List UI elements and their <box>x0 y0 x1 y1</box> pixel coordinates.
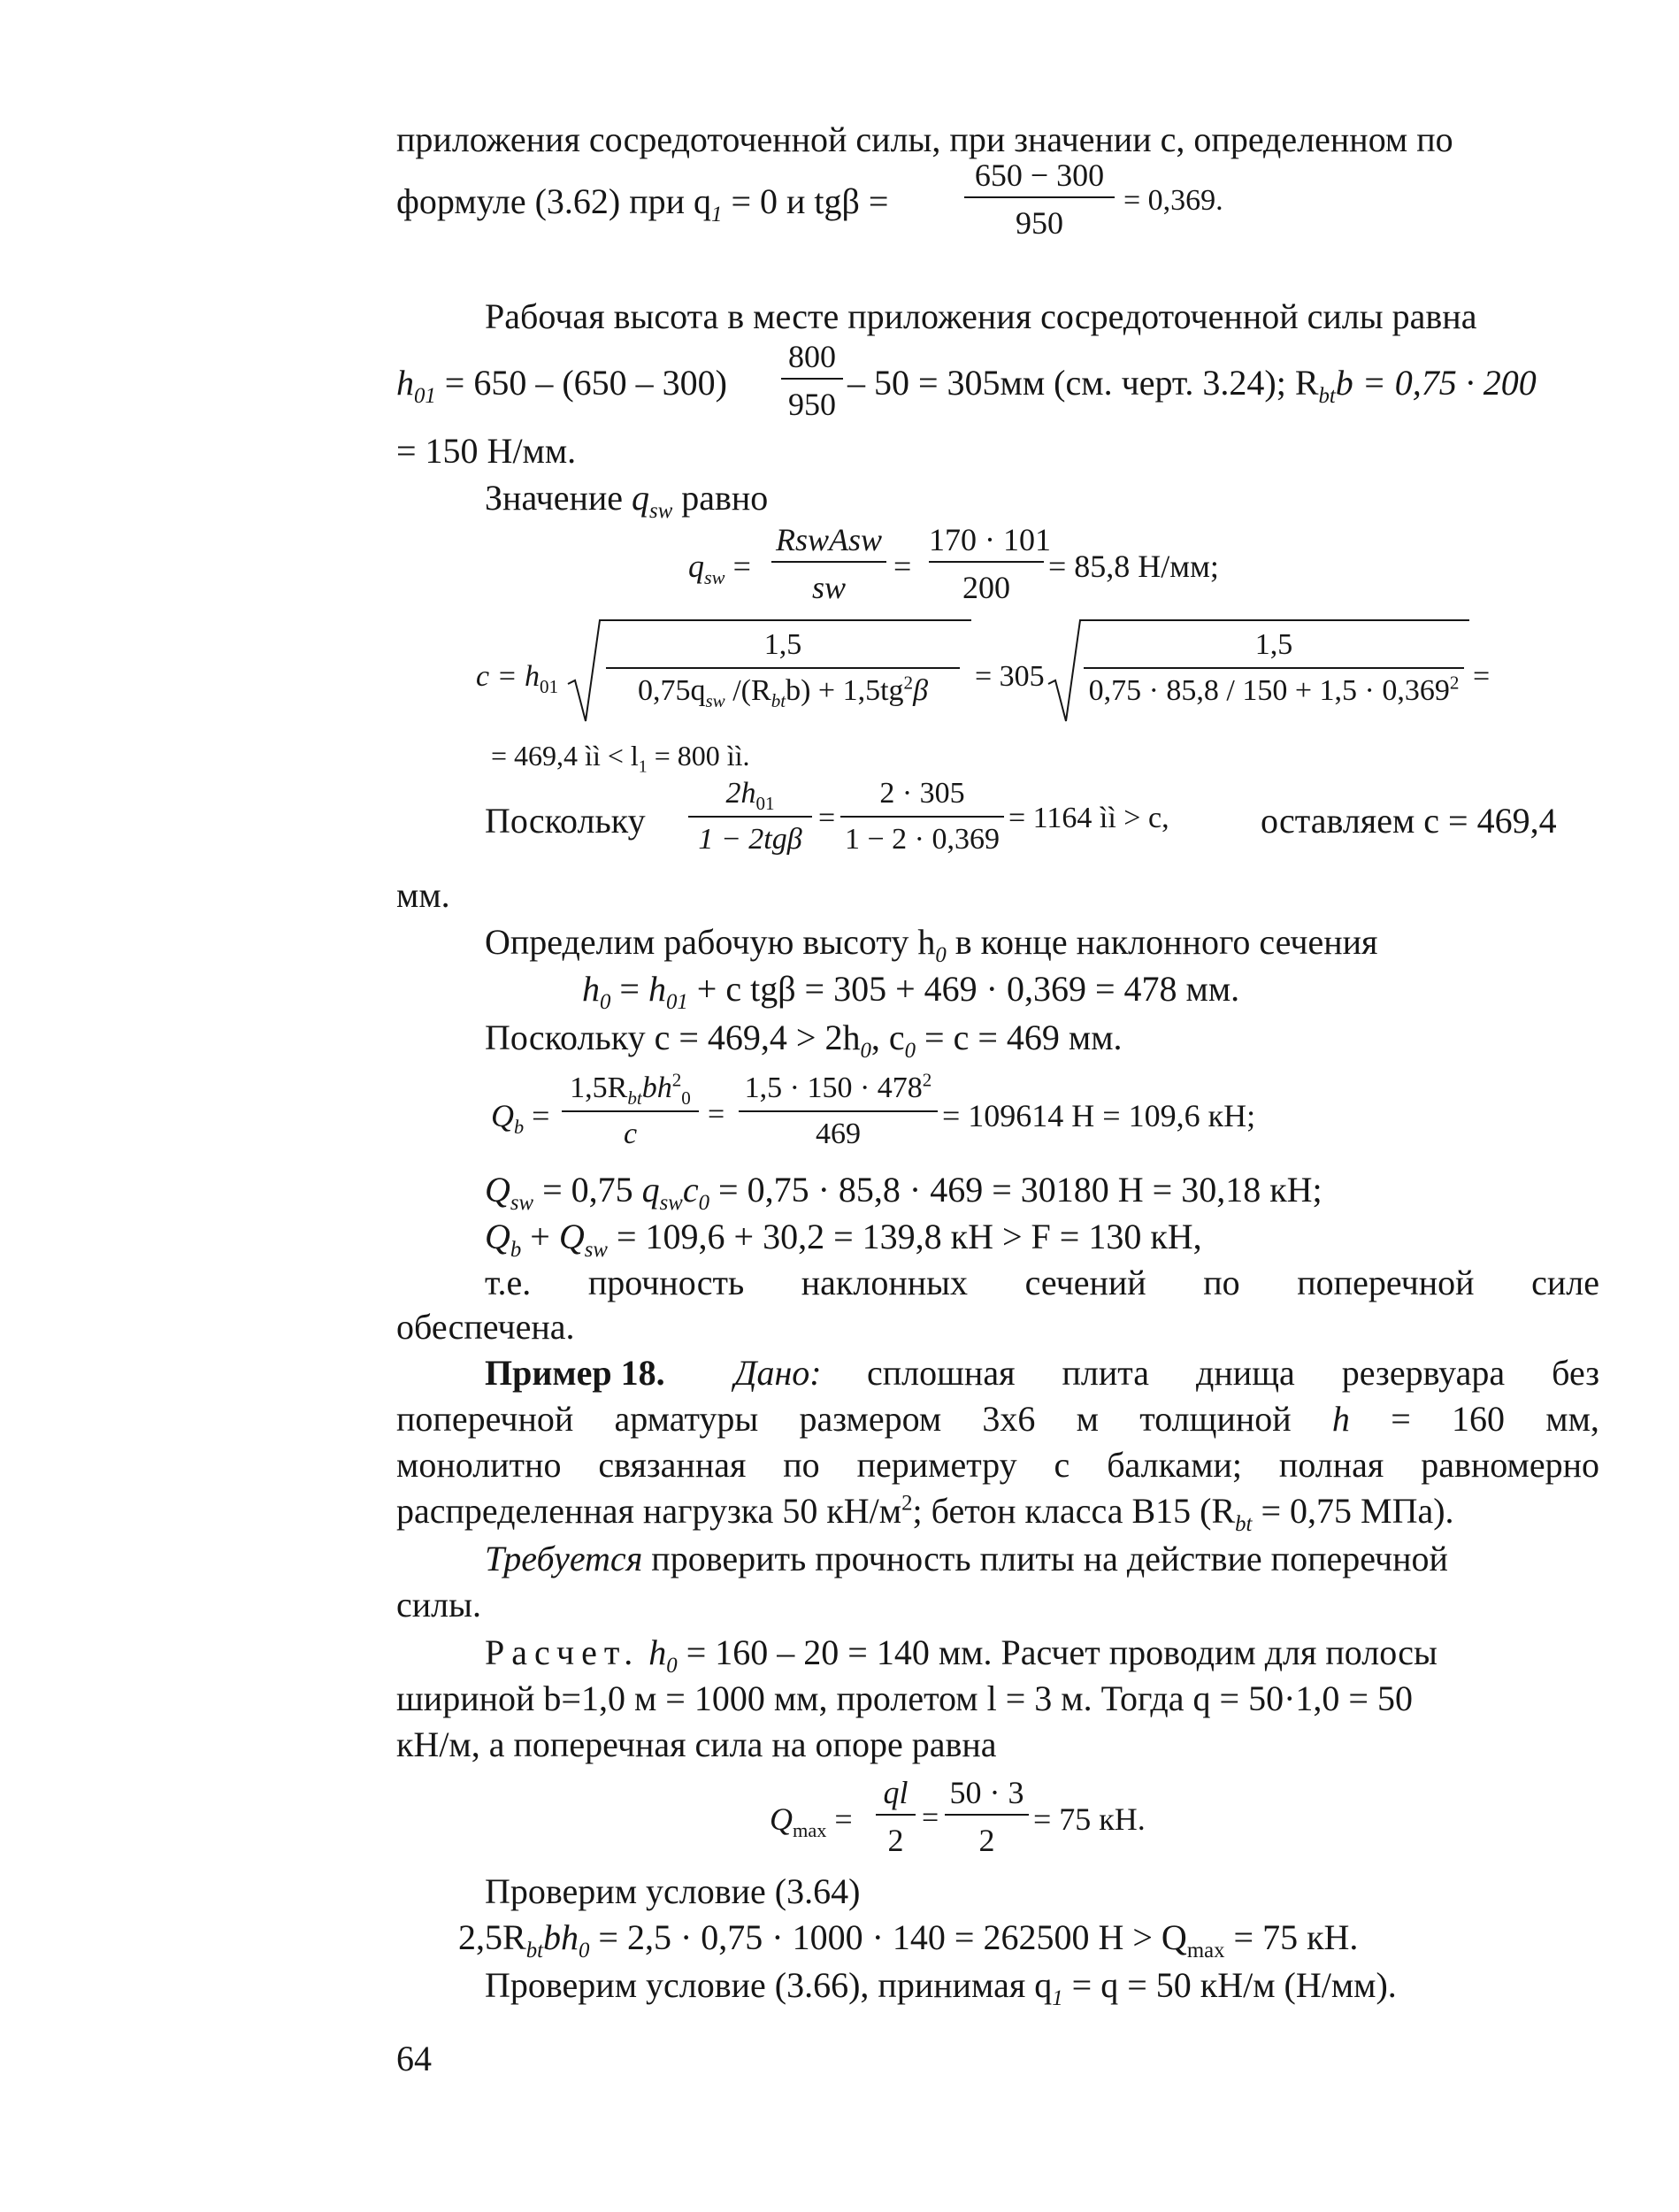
text-line-1: приложения сосредоточенной силы, при значении c, определенном по <box>396 119 1453 159</box>
fraction-h01: 800 950 <box>781 341 843 420</box>
text-line-17: сплошная плита днища резервуара без <box>867 1353 1599 1393</box>
formula-equals: = <box>818 802 836 834</box>
fraction-c-symbolic: 1,5 $0,75q_{sw}$ $/(R_{bt}b) + 1,5tg^2\beta$ <box>606 630 960 706</box>
text-poskolku-1: Поскольку <box>485 801 646 841</box>
text-line-6: Значение $q_{sw}$ равно <box>485 478 769 523</box>
fraction-2h01-symbolic: $2h_{01}$ 1 − 2tgβ <box>688 779 812 855</box>
fraction-qb-symbolic: $1,5R_{bt}bh^2_0$ c <box>562 1073 699 1149</box>
text-tgbeta-result: = 0,369. <box>1123 184 1223 217</box>
text-line-14: $Q_b + Q_{sw} = 109,6 + 30,2 = 139,8$ кН > F = 130 кН, <box>485 1217 1202 1262</box>
text-mm: мм. <box>396 875 450 915</box>
formula-qb-lhs: $Q_b$ = <box>491 1098 550 1139</box>
text-line-4b: – 50 = 305мм (см. черт. 3.24); $R_{bt}b = 0,75 \cdot 200$ <box>847 363 1537 408</box>
fraction-bar <box>840 816 1004 818</box>
text-line-15: т.е. прочность наклонных сечений по поперечной силе <box>485 1263 1599 1302</box>
text-line-24: шириной b=1,0 м = 1000 мм, пролетом l = 3 м. Тогда q = 50·1,0 = 50 <box>396 1678 1413 1718</box>
fraction-2h01-numeric: 2 · 305 1 − 2 · 0,369 <box>840 779 1004 855</box>
fraction-tgbeta: 650 − 300 950 <box>964 159 1115 239</box>
fraction-bar <box>606 667 960 669</box>
formula-qsw-lhs: $q_{sw}$ = <box>688 549 751 589</box>
text-line-9: Определим рабочую высоту $h_0$ в конце наклонного сечения <box>485 922 1378 967</box>
text-line-22: силы. <box>396 1585 481 1624</box>
fraction-bar <box>964 196 1115 198</box>
fraction-bar <box>739 1110 938 1112</box>
fraction-qmax-symbolic: ql 2 <box>876 1777 916 1856</box>
formula-c-result: = 469,4 ìì < $l_1 = 800$ ìì. <box>491 740 750 777</box>
formula-1164: = 1164 ìì > c, <box>1008 802 1169 834</box>
formula-qmax-result: = 75 кН. <box>1033 1801 1146 1837</box>
fraction-qb-numeric: $1,5 \cdot 150 \cdot 478^2$ 469 <box>739 1073 938 1149</box>
formula-qsw-result: = 85,8 Н/мм; <box>1048 549 1219 584</box>
formula-c-end: = <box>1473 660 1491 693</box>
text-line-19: монолитно связанная по периметру с балками; полная равномерно <box>396 1445 1599 1485</box>
text-line-23: Расчет. $h_0 = 160 - 20 = 140$ мм. Расчет проводим для полосы <box>485 1632 1438 1678</box>
text-line-2: формуле (3.62) при $q_1 = 0$ и tgβ = <box>396 181 889 227</box>
formula-c-lhs: $c = h_{01}$ <box>476 660 559 697</box>
text-line-16: обеспечена. <box>396 1307 575 1347</box>
formula-qmax-lhs: $Q_{max}$ = <box>770 1801 853 1842</box>
formula-c-eq: = 305 <box>975 660 1045 693</box>
fraction-bar <box>876 1814 916 1816</box>
fraction-qsw-numeric: 170 · 101 200 <box>929 522 1051 605</box>
text-line-21: Требуется проверить прочность плиты на действие поперечной <box>485 1539 1448 1578</box>
fraction-qmax-numeric: 50 · 3 2 <box>945 1777 1029 1856</box>
example-title: Пример 18. <box>485 1353 665 1393</box>
text-line-11: Поскольку $c = 469,4 > 2h_0$, $c_0 = c = 469$ мм. <box>485 1018 1123 1063</box>
fraction-qsw-symbolic: RswAsw sw <box>771 524 886 603</box>
text-line-4: $h_{01} = 650 - (650 - 300)$ <box>396 363 727 408</box>
formula-equals: = <box>922 1801 939 1834</box>
text-ostavlyaem: оставляем c = 469,4 <box>1261 801 1557 841</box>
text-line-28: $2,5R_{bt}bh_0 = 2,5 \cdot 0,75 \cdot 1000 \cdot 140 = 262500$ $Н > Q_{max} = 75$ кН. <box>458 1917 1359 1962</box>
text-line-25: кН/м, а поперечная сила на опоре равна <box>396 1724 997 1764</box>
formula-equals: = <box>893 549 912 584</box>
page-number: 64 <box>396 2039 432 2078</box>
fraction-bar <box>929 561 1044 563</box>
text-line-20: распределенная нагрузка 50 $кН/м^2$; бетон класса В15 ($R_{bt} = 0,75$ МПа). <box>396 1491 1454 1536</box>
text-line-29: Проверим условие (3.66), принимая $q_1 = q = 50$ кН/м (Н/мм). <box>485 1965 1397 2010</box>
fraction-bar <box>562 1110 699 1112</box>
text-line-27: Проверим условие (3.64) <box>485 1871 861 1911</box>
text-line-3: Рабочая высота в месте приложения сосредоточенной силы равна <box>485 296 1477 336</box>
example-given: Дано: <box>734 1353 822 1393</box>
fraction-bar <box>1084 667 1464 669</box>
text-line-10: $h_0 = h_{01} + c$ tgβ = 305 + 469 · 0,369 = 478 мм. <box>582 969 1240 1014</box>
formula-equals: = <box>708 1098 725 1131</box>
text-line-5: = 150 Н/мм. <box>396 431 577 471</box>
fraction-c-numeric: 1,5 $0,75 \cdot 85,8 / 150 + 1,5 \cdot 0,369^2$ <box>1084 630 1464 706</box>
fraction-bar <box>945 1814 1029 1816</box>
text-line-18: поперечной арматуры размером 3х6 м толщиной h = 160 мм, <box>396 1399 1599 1439</box>
text-line-13: $Q_{sw} = 0,75$ $q_{sw}c_0 = 0,75 \cdot 85,8 \cdot 469 = 30180$ Н = 30,18 кН; <box>485 1170 1322 1215</box>
fraction-bar <box>688 816 812 818</box>
formula-qb-result: = 109614 Н = 109,6 кН; <box>942 1098 1256 1133</box>
fraction-bar <box>781 378 843 380</box>
fraction-bar <box>771 561 886 563</box>
